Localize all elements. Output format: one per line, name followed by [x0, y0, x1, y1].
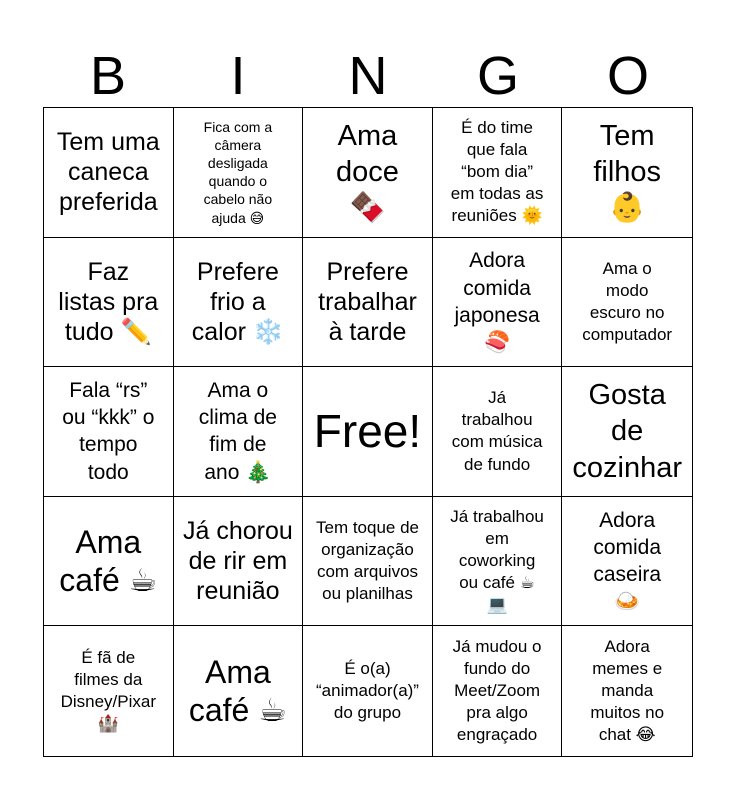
header-letter-g: G	[476, 46, 519, 106]
bingo-cell[interactable]: Fala “rs” ou “kkk” o tempo todo	[44, 367, 174, 497]
bingo-cell[interactable]: Já trabalhou em coworking ou café ☕ 💻	[433, 497, 563, 627]
bingo-cell[interactable]: Já trabalhou com música de fundo	[433, 367, 563, 497]
bingo-cell[interactable]: Já chorou de rir em reunião	[174, 497, 304, 627]
bingo-cell[interactable]: Tem toque de organização com arquivos ou planilhas	[303, 497, 433, 627]
bingo-cell[interactable]: Prefere frio a calor ❄️	[174, 238, 304, 368]
bingo-cell[interactable]: Tem filhos 👶	[562, 108, 692, 238]
bingo-cell[interactable]: É fã de filmes da Disney/Pixar 🏰	[44, 626, 174, 756]
bingo-cell[interactable]: Já mudou o fundo do Meet/Zoom pra algo engraçado	[433, 626, 563, 756]
bingo-header	[43, 44, 693, 108]
bingo-board	[43, 107, 693, 757]
free-space[interactable]: Free!	[303, 367, 433, 497]
bingo-cell[interactable]: Adora memes e manda muitos no chat 😂	[590, 636, 665, 745]
bingo-cell[interactable]: Prefere trabalhar à tarde	[303, 238, 433, 368]
bingo-cell[interactable]: Tem uma caneca preferida	[44, 108, 174, 238]
bingo-cell[interactable]: Ama café ☕	[44, 497, 174, 627]
header-letter-n: N	[348, 46, 388, 106]
bingo-cell[interactable]: Adora comida caseira 🍛	[562, 497, 692, 627]
bingo-cell[interactable]: Ama café ☕	[174, 626, 304, 756]
bingo-cell[interactable]: Adora comida japonesa 🍣	[433, 238, 563, 368]
bingo-cell[interactable]: Ama o clima de fim de ano 🎄	[174, 367, 304, 497]
bingo-cell[interactable]: Ama doce 🍫	[303, 108, 433, 238]
bingo-cell[interactable]: É do time que fala “bom dia” em todas as reuniões 🌞	[433, 108, 563, 238]
bingo-cell[interactable]: Faz listas pra tudo ✏️	[44, 238, 174, 368]
bingo-cell[interactable]: É o(a) “animador(a)” do grupo	[303, 626, 433, 756]
header-letter-o: O	[606, 46, 649, 106]
header-letter-i: I	[230, 46, 246, 106]
bingo-cell[interactable]: Gosta de cozinhar	[562, 367, 692, 497]
bingo-cell[interactable]: Fica com a câmera desligada quando o cabelo não ajuda 😅	[174, 108, 304, 238]
header-letter-b: B	[89, 46, 127, 106]
bingo-cell[interactable]: Ama o modo escuro no computador	[562, 238, 692, 368]
